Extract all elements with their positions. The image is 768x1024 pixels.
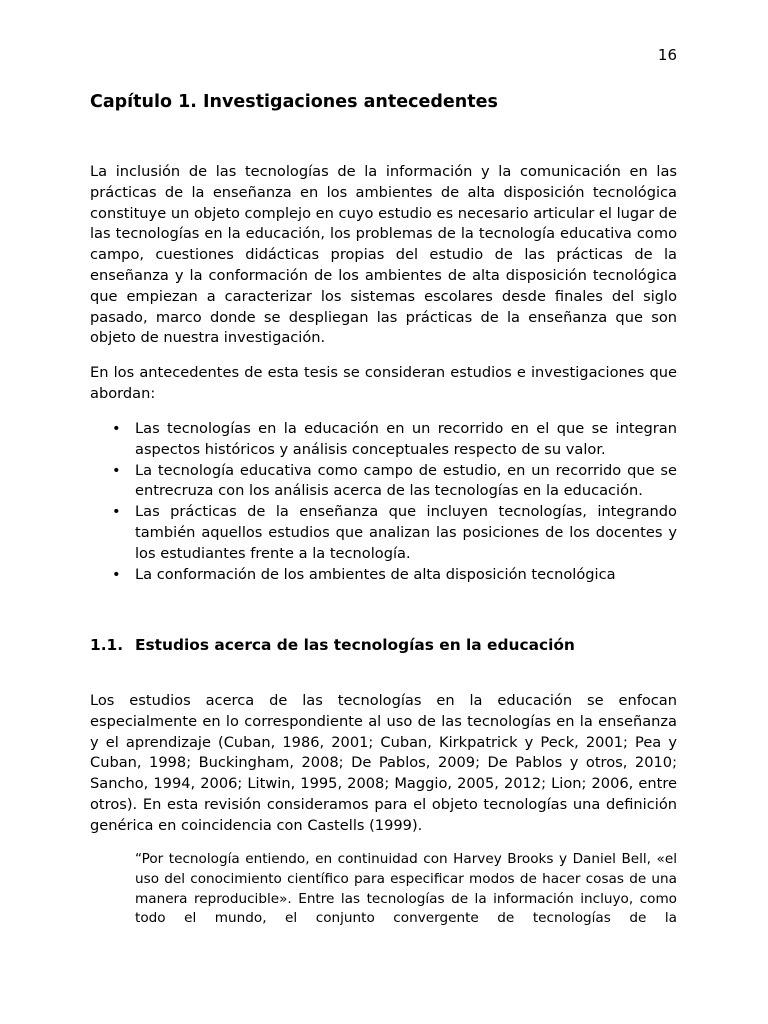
list-item xyxy=(90,419,677,461)
antecedents-list xyxy=(90,419,677,585)
section-number: 1.1. xyxy=(90,636,124,654)
page-number: 16 xyxy=(657,46,677,64)
section-title: Estudios acerca de las tecnologías en la educación xyxy=(135,636,575,654)
list-item xyxy=(90,461,677,503)
section-heading xyxy=(90,636,575,654)
bullet-icon: • xyxy=(112,565,121,583)
list-item-text: La tecnología educativa como campo de estudio, en un recorrido que se entrecruza con los análisis acerca de las tecnologías en la educación. xyxy=(135,461,677,500)
bullet-icon: • xyxy=(112,420,121,437)
list-item xyxy=(90,502,677,564)
intro-paragraph: La inclusión de las tecnologías de la información y la comunicación en las prácticas de la enseñanza en los ambientes de alta disposición tecnológica constituye un objeto complejo en cuyo estudio es necesario articular el lugar de las tecnologías en la educación, los problemas de la tecnología educativa como campo, cuestiones didácticas propias del estudio de las prácticas de la enseñanza y la conformación de los ambientes de alta disposición tecnológica que empiezan a caracterizar los sistemas escolares desde finales del siglo pasado, marco donde se despliegan las prácticas de la enseñanza que son objeto de nuestra investigación. xyxy=(90,163,677,347)
chapter-title: Capítulo 1. Investigaciones antecedentes xyxy=(90,92,498,112)
antecedents-paragraph: En los antecedentes de esta tesis se consideran estudios e investigaciones que abordan: xyxy=(90,364,677,402)
list-item xyxy=(90,565,677,586)
list-item-text: Las tecnologías en la educación en un recorrido en el que se integran aspectos históricos y análisis conceptuales respecto de su valor. xyxy=(135,420,677,458)
list-item-text: Las prácticas de la enseñanza que incluyen tecnologías, integrando también aquellos estudios que analizan las posiciones de los docentes y los estudiantes frente a la tecnología. xyxy=(135,503,677,562)
bullet-icon: • xyxy=(112,461,121,479)
block-quote: “Por tecnología entiendo, en continuidad con Harvey Brooks y Daniel Bell, «el uso del conocimiento científico para especificar modos de hacer cosas de una manera reproducible». Entre las tecnologías de la información incluyo, como todo el mundo, el conjunto convergente de tecnologías de la xyxy=(135,851,677,927)
section-paragraph: Los estudios acerca de las tecnologías en la educación se enfocan especialmente en lo correspondiente al uso de las tecnologías en la enseñanza y el aprendizaje (Cuban, 1986, 2001; Cuban, Kirkpatrick y Peck, 2001; Pea y Cuban, 1998; Buckingham, 2008; De Pablos, 2009; De Pablos y otros, 2010; Sancho, 1994, 2006; Litwin, 1995, 2008; Maggio, 2005, 2012; Lion; 2006, entre otros). En esta revisión consideramos para el objeto tecnologías una definición genérica en coincidencia con Castells (1999). xyxy=(90,692,677,834)
list-item-text: La conformación de los ambientes de alta disposición tecnológica xyxy=(135,565,616,583)
bullet-icon: • xyxy=(112,503,121,521)
